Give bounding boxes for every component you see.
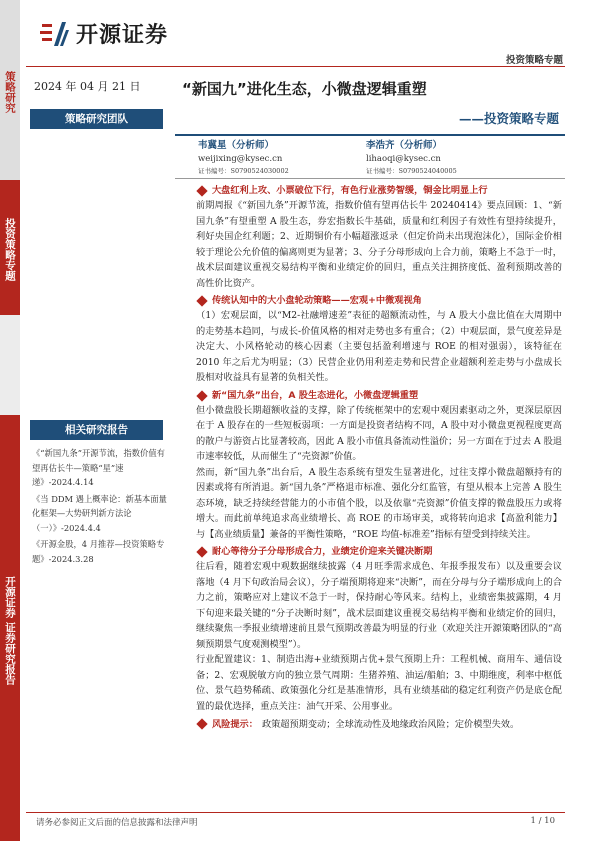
section-heading: 耐心等待分子分母形成合力，业绩定价迎来关键决断期 [196,545,562,559]
logo-mark-icon [40,20,70,48]
diamond-bullet-icon [196,185,207,196]
strip-broker: 开源证券 证券研究报告 [0,415,20,841]
related-report-item[interactable]: 《“新国九条”开源节流，指数价值有望再估长牛—策略“星”速递》-2024.4.14 [32,448,165,487]
header-divider [26,66,565,67]
author-email[interactable]: weijixing@kysec.cn [198,153,283,164]
author-divider [175,178,565,179]
author-cert: 证书编号：S0790524030002 [198,167,289,175]
author-cert: 证书编号：S0790524040005 [366,167,457,175]
related-report-item[interactable]: 《开源金股，4 月推荐—投资策略专题》-2024.3.28 [32,539,165,564]
section-heading: 大盘红利上攻、小票破位下行，有色行业涨势智缓，铜金比明显上行 [196,184,562,198]
author-card [198,140,289,178]
title-divider [175,134,565,136]
diamond-bullet-icon [196,546,207,557]
team-label: 策略研究团队 [30,109,163,129]
report-date: 2024 年 04 月 21 日 [34,80,141,93]
risk-label: 风险提示： [212,719,258,730]
footer-divider [26,812,565,813]
strip-spacer [0,315,20,415]
side-strip [0,0,20,841]
strip-report-type: 投资策略专题 [0,180,20,315]
author-name: 韦冀星（分析师） [198,140,275,151]
section-paragraph: 但小微盘股长期超额收益的支撑，除了传统框架中的宏观中观因素驱动之外，更深层原因在于 A 股存在的一些短板弱项：一方面是投资者结构不同，A 股中对小微盘更视程度更高的散户与游资占比显著较高，因此 A 股小市值具备流动性溢价；另一方面在于过去 A 股退市速率较低，从而催生了“壳资源”价值。 [196,404,562,462]
author-card [366,140,457,178]
footer-disclaimer[interactable]: 请务必参阅正文后面的信息披露和法律声明 [36,818,198,828]
strip-category: 策略研究 [0,0,20,180]
diamond-bullet-icon [196,718,207,729]
report-body [196,184,562,732]
author-name: 李浩齐（分析师） [366,140,443,151]
page-subtitle: ——投资策略专题 [458,111,559,126]
section-paragraph: 往后看，随着宏观中观数据继续披露（4 月旺季需求成色、年报季报发布）以及重要会议落地（4 月下旬政治局会议），分子端预期将迎来“决断”，而在分母与分子端形成向上的合力之前，策略应对上建议不急于一时，保持耐心等风来。结构上，业绩密集披露期，4 月下旬迎来最关键的“分子决断时刻”，战术层面建议重视交易结构平衡和业绩定价的回归，继续聚焦一季报业绩增速前且景气预期改善最为明显的行业（欢迎关注开源策略团队的“高频预期景气度观测模型”）。 [196,561,562,650]
section-heading: 新“国九条”出台，A 股生态进化，小微盘逻辑重塑 [196,389,562,403]
brand-logo [40,18,168,49]
diamond-bullet-icon [196,295,207,306]
logo-text: 开源证券 [76,23,169,48]
page-title: “新国九”进化生态，小微盘逻辑重塑 [182,80,427,98]
related-reports-label: 相关研究报告 [30,420,163,440]
section-heading: 传统认知中的大小盘轮动策略——宏观+中微观视角 [196,294,562,308]
section-paragraph: 行业配置建议：1、制造出海+业绩预期占优+景气预期上升：工程机械、商用车、通信设备；2、宏观脱敏方向的独立景气周期：生猪养殖、油运/船舶；3、中期维度，利率中枢低位、景气趋势稀疏、政策强化分红是基准情形，具有业绩基础的稳定红利资产仍是底仓配置的最优选择，重点关注：油气开采、公用事业。 [196,654,562,712]
section-paragraph: 然而，新“国九条”出台后，A 股生态系统有望发生显著进化，过往支撑小微盘超额持有的因素或将有所消退。新“国九条”严格退市标准、强化分红监管，有望从根本上完善 A 股生态环境，缺乏持续经营能力的小市值个股，以及依靠“壳资源”价值支撑的微盘股压力或将增大。而此前单纯追求高业绩增长、高 ROE 的市场审美，或将转向追求【高盈利能力】与【高业绩质量】兼备的平衡性策略，“ROE 均值-标准差”指标有望受到持续关注。 [196,466,562,540]
related-report-item[interactable]: 《当 DDM 遇上概率论：新基本面量化框架—大势研判新方法论（一）》-2024.4.4 [32,493,167,533]
diamond-bullet-icon [196,390,207,401]
author-email[interactable]: lihaoqi@kysec.cn [366,153,441,164]
section-paragraph: 前期周报《“新国九条”开源节流，指数价值有望再估长牛 20240414》要点回顾：1、“新国九条”有望重塑 A 股生态，券宏指数长牛基础，质量和红利因子有效性有望持续提升，利好央国企红利题；2、近期铜价有小幅超涨返录（但定价尚未出现泡沫化），国际金价相较于理论公允价值的偏离则更为显著；3、分子分母形成向上合力前，策略上不急于一时，战术层面建议重视交易结构平衡和业绩定价的回归，重点关注拥挤度低、盈利预期改善的高性价比资产。 [196,200,562,289]
page-number: 1 / 10 [530,816,555,826]
risk-text: 政策超预期变动；全球流动性及地缘政治风险；定价模型失效。 [261,719,520,730]
header-label: 投资策略专题 [505,55,563,66]
risk-notice [196,717,562,732]
related-reports-list [32,446,167,568]
section-paragraph: （1）宏观层面，以“M2-社融增速差”表征的超额流动性，与 A 股大小盘比值在大周期中的走势基本趋同，与成长-价值风格的相对走势也多有重合；（2）中观层面，景气度差异是决定大、小风格轮动的核心因素（主要包括盈利增速与 ROE 的相对强弱），该特征在 2010 年之后尤为明显；（3）民营企业仍用利差走势和民营企业超额利差走势与小盘成长股相对收益具有显著的负相关性。 [196,310,562,383]
